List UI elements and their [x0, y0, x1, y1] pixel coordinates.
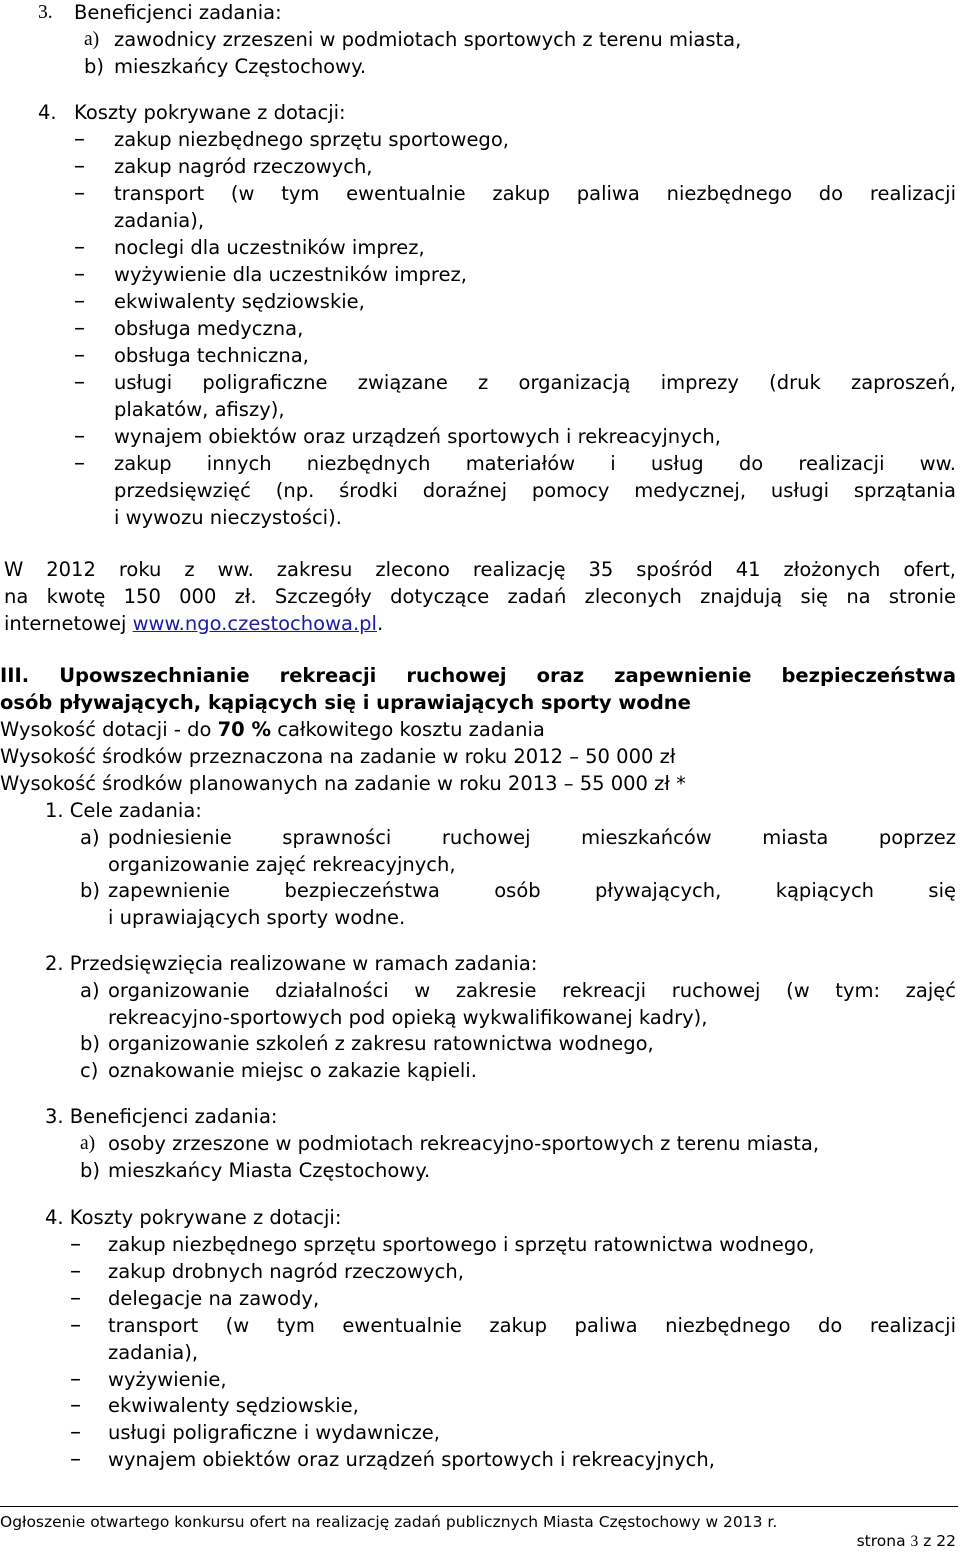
list-label: c) [80, 1059, 99, 1082]
subsection-heading: 2. Przedsięwzięcia realizowane w ramach zadania: [45, 952, 538, 975]
list-text: mieszkańcy Miasta Częstochowy. [108, 1159, 431, 1182]
list-item [70, 1367, 956, 1394]
dash-bullet: – [70, 1420, 81, 1446]
list-item [74, 154, 956, 181]
summary-text: internetowej [4, 612, 133, 635]
list-number: 3. [38, 2, 53, 23]
list-item [70, 1420, 956, 1447]
list-text: osoby zrzeszone w podmiotach rekreacyjno-sportowych z terenu miasta, [108, 1132, 820, 1155]
dash-bullet: – [74, 451, 85, 476]
section-heading: Koszty pokrywane z dotacji: [74, 101, 346, 124]
list-item [74, 316, 956, 343]
dash-bullet: – [74, 127, 85, 152]
dash-bullet: – [70, 1258, 81, 1284]
list-item [74, 262, 956, 289]
list-text: zadania), [114, 209, 205, 232]
list-item [70, 1340, 956, 1367]
list-item [70, 1313, 956, 1340]
dash-bullet: – [74, 343, 85, 368]
dash-bullet: – [74, 316, 85, 341]
list-item [74, 424, 956, 451]
list-item [70, 1286, 956, 1313]
page-total: 22 [936, 1532, 956, 1550]
list-item [74, 127, 956, 154]
list-text: rekreacyjno-sportowych pod opieką wykwalifikowanej kadry), [108, 1006, 708, 1029]
section-title [0, 663, 956, 690]
list-item [74, 208, 956, 235]
list-text: plakatów, afiszy), [114, 398, 285, 421]
page-current: 3 [910, 1533, 919, 1550]
footer-title: Ogłoszenie otwartego konkursu ofert na realizację zadań publicznych Miasta Częstochowy w 2013 r. [0, 1513, 778, 1531]
grant-level-text: całkowitego kosztu zadania [271, 718, 545, 741]
list-text: zadania), [108, 1340, 199, 1364]
list-label: b) [80, 1159, 100, 1182]
list-item [74, 370, 956, 397]
list-item [74, 343, 956, 370]
list-item [70, 1447, 956, 1474]
dash-bullet: – [74, 370, 85, 395]
summary-line: na kwotę 150 000 zł. Szczegóły dotyczące zadań zleconych znajdują się na stronie [4, 585, 956, 608]
list-item [70, 1232, 956, 1259]
list-text: wyżywienie, [108, 1367, 227, 1391]
summary-line: W 2012 roku z ww. zakresu zlecono realizację 35 spośród 41 złożonych ofert, [4, 558, 956, 581]
dash-bullet: – [70, 1447, 81, 1473]
list-item [74, 478, 956, 505]
grant-level-label: Wysokość dotacji - do [0, 718, 218, 741]
list-text: wyżywienie dla uczestników imprez, [114, 263, 467, 286]
section-heading: Beneficjenci zadania: [74, 1, 282, 24]
dash-bullet: – [70, 1312, 81, 1338]
section-title-line2: osób pływających, kąpiących się i uprawiających sporty wodne [0, 691, 691, 714]
grant-level [0, 717, 545, 744]
list-item [74, 289, 956, 316]
dash-bullet: – [74, 235, 85, 260]
subsection-heading: 3. Beneficjenci zadania: [45, 1105, 278, 1128]
list-text: obsługa medyczna, [114, 317, 304, 340]
list-text: zakup nagród rzeczowych, [114, 155, 373, 178]
list-text: ekwiwalenty sędziowskie, [108, 1394, 359, 1418]
list-text: podniesienie sprawności ruchowej mieszkańców miasta poprzez [108, 826, 956, 849]
list-label: b) [80, 879, 100, 902]
list-text: obsługa techniczna, [114, 344, 309, 367]
list-text: zapewnienie bezpieczeństwa osób pływających, kąpiących się [108, 879, 956, 902]
list-text: organizowanie szkoleń z zakresu ratownictwa wodnego, [108, 1032, 654, 1055]
list-text: delegacje na zawody, [108, 1286, 320, 1310]
dash-bullet: – [74, 262, 85, 287]
list-label: a) [80, 979, 100, 1002]
list-text: mieszkańcy Częstochowy. [114, 55, 367, 78]
list-label: b) [84, 55, 104, 78]
list-number: 4. [38, 101, 57, 124]
list-label: a) [80, 1133, 96, 1154]
summary-end: . [376, 612, 384, 635]
list-text: i uprawiających sporty wodne. [108, 906, 406, 929]
list-item [70, 1393, 956, 1420]
list-text: zakup innych niezbędnych materiałów i usług do realizacji ww. [114, 452, 956, 475]
list-text: zakup drobnych nagród rzeczowych, [108, 1259, 464, 1283]
dash-bullet: – [70, 1232, 81, 1257]
dash-bullet: – [70, 1366, 81, 1392]
funds-2012: Wysokość środków przeznaczona na zadanie w roku 2012 – 50 000 zł [0, 745, 676, 768]
roman-numeral: III. [0, 664, 30, 687]
list-text: zakup niezbędnego sprzętu sportowego i sprzętu ratownictwa wodnego, [108, 1233, 815, 1256]
dash-bullet: – [70, 1393, 81, 1419]
list-text: wynajem obiektów oraz urządzeń sportowych i rekreacyjnych, [108, 1448, 715, 1472]
subsection-heading: 4. Koszty pokrywane z dotacji: [45, 1206, 342, 1229]
list-item [74, 451, 956, 478]
list-item [70, 1259, 956, 1286]
list-text: ekwiwalenty sędziowskie, [114, 290, 365, 313]
list-text: oznakowanie miejsc o zakazie kąpieli. [108, 1059, 477, 1082]
subsection-heading: 1. Cele zadania: [45, 799, 202, 822]
page-label: strona [856, 1532, 911, 1550]
list-text: organizowanie zajęć rekreacyjnych, [108, 853, 456, 876]
dash-bullet: – [74, 424, 85, 449]
dash-bullet: – [70, 1285, 81, 1311]
list-text: przedsięwzięć (np. środki doraźnej pomocy medycznej, usługi sprzątania [114, 479, 956, 502]
list-text: transport (w tym ewentualnie zakup paliwa niezbędnego do realizacji [108, 1313, 956, 1337]
list-text: usługi poligraficzne i wydawnicze, [108, 1421, 441, 1445]
website-link[interactable]: www.ngo.czestochowa.pl [132, 612, 377, 635]
list-text: noclegi dla uczestników imprez, [114, 236, 425, 259]
list-label: a) [84, 29, 100, 50]
list-text: transport (w tym ewentualnie zakup paliwa niezbędnego do realizacji [114, 182, 956, 205]
list-text: organizowanie działalności w zakresie rekreacji ruchowej (w tym: zajęć [108, 979, 956, 1002]
dash-bullet: – [74, 181, 85, 206]
grant-percent: 70 % [217, 718, 272, 741]
funds-2013: Wysokość środków planowanych na zadanie w roku 2013 – 55 000 zł * [0, 772, 686, 795]
list-item [74, 181, 956, 208]
summary-line [4, 611, 383, 638]
section-title-text: Upowszechnianie rekreacji ruchowej oraz zapewnienie bezpieczeństwa [59, 664, 956, 687]
list-item [74, 235, 956, 262]
list-item [74, 397, 956, 424]
list-label: a) [80, 826, 100, 849]
list-text: usługi poligraficzne związane z organizacją imprezy (druk zaproszeń, [114, 371, 956, 394]
list-item [74, 505, 956, 532]
page-of: z [918, 1532, 937, 1550]
list-text: zakup niezbędnego sprzętu sportowego, [114, 128, 509, 151]
footer-rule [0, 1506, 958, 1507]
list-label: b) [80, 1032, 100, 1055]
dash-bullet: – [74, 154, 85, 179]
list-text: i wywozu nieczystości). [114, 506, 342, 529]
list-text: wynajem obiektów oraz urządzeń sportowych i rekreacyjnych, [114, 425, 721, 448]
list-text: zawodnicy zrzeszeni w podmiotach sportowych z terenu miasta, [114, 28, 742, 51]
dash-bullet: – [74, 289, 85, 314]
